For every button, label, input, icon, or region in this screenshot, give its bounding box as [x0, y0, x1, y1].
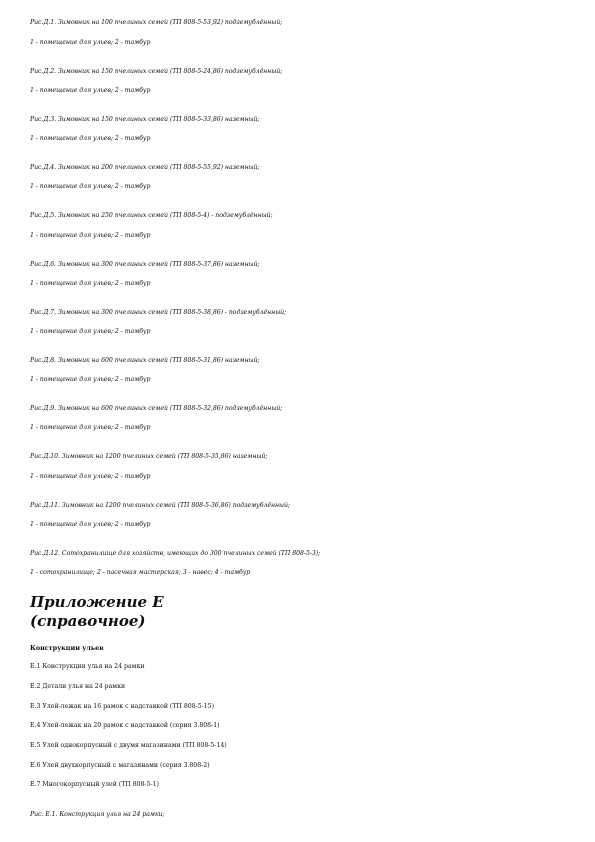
figure-legend: 1 - помещение для ульев; 2 - тамбур	[30, 232, 151, 239]
figure-legend: 1 - помещение для ульев; 2 - тамбур	[30, 328, 151, 335]
toc-item: Е.3 Улей-лежак на 16 рамок с надставкой (ТП 808-5-15)	[30, 703, 215, 710]
figure-caption: Рис.Д.10. Зимовник на 1200 пчелиных семей (ТП 808-5-35,86) наземный;	[30, 453, 268, 460]
section-title: Конструкции ульев	[30, 644, 104, 652]
figure-legend: 1 - помещение для ульев; 2 - тамбур	[30, 473, 151, 480]
figure-legend: 1 - помещение для ульев; 2 - тамбур	[30, 376, 151, 383]
figure-caption: Рис.Д.8. Зимовник на 600 пчелиных семей (ТП 808-5-31,86) наземный;	[30, 357, 260, 364]
toc-item: Е.4 Улей-лежак на 20 рамок с надставкой (серия 3.808-1)	[30, 722, 220, 729]
figure-caption: Рис.Д.11. Зимовник на 1200 пчелиных семей (ТП 808-5-36,86) подземублённый;	[30, 502, 290, 509]
figure-caption: Рис.Д.1. Зимовник на 100 пчелиных семей (ТП 808-5-53,92) подземублённый;	[30, 19, 283, 26]
figure-legend: 1 - помещение для ульев; 2 - тамбур	[30, 424, 151, 431]
figure-caption: Рис.Д.3. Зимовник на 150 пчелиных семей (ТП 808-5-33,86) наземный;	[30, 116, 260, 123]
figure-caption: Рис. Е.1. Конструкция улья на 24 рамки;	[30, 811, 165, 818]
figure-caption: Рис.Д.6. Зимовник на 300 пчелиных семей (ТП 808-5-37,86) наземный;	[30, 261, 260, 268]
figure-caption: Рис.Д.5. Зимовник на 250 пчелиных семей (ТП 808-5-4) - подземублённый;	[30, 212, 273, 219]
figure-caption: Рис.Д.7. Зимовник на 300 пчелиных семей (ТП 808-5-38,86) - подземублённый;	[30, 309, 287, 316]
figure-legend: 1 - помещение для ульев; 2 - тамбур	[30, 39, 151, 46]
figure-legend: 1 - помещение для ульев; 2 - тамбур	[30, 183, 151, 190]
toc-item: Е.6 Улей двухкорпусный с магазинами (серия 3.808-2)	[30, 762, 210, 769]
toc-item: Е.2 Детали улья на 24 рамки	[30, 683, 126, 690]
figure-legend: 1 - помещение для ульев; 2 - тамбур	[30, 87, 151, 94]
figure-caption: Рис.Д.9. Зимовник на 600 пчелиных семей (ТП 808-5-32,86) подземублённый;	[30, 405, 283, 412]
figure-legend: 1 - помещение для ульев; 2 - тамбур	[30, 521, 151, 528]
toc-item: Е.1 Конструкции улья на 24 рамки	[30, 663, 145, 670]
figure-legend: 1 - сотохранилище; 2 - пасечная мастерская; 3 - навес; 4 - тамбур	[30, 569, 251, 576]
figure-caption: Рис.Д.2. Зимовник на 150 пчелиных семей (ТП 808-5-24,86) подземублённый;	[30, 68, 283, 75]
figure-caption: Рис.Д.12. Сотохранилище для хозяйств, имеющих до 300 пчелиных семей (ТП 808-5-3);	[30, 550, 321, 557]
appendix-subtitle: (справочное)	[30, 612, 146, 630]
toc-item: Е.7 Многокорпусный улей (ТП 808-5-1)	[30, 781, 159, 788]
figure-legend: 1 - помещение для ульев; 2 - тамбур	[30, 135, 151, 142]
toc-item: Е.5 Улей однокорпусный с двумя магазинами (ТП 808-5-14)	[30, 742, 227, 749]
figure-legend: 1 - помещение для ульев; 2 - тамбур	[30, 280, 151, 287]
appendix-title: Приложение Е	[30, 593, 164, 611]
figure-caption: Рис.Д.4. Зимовник на 200 пчелиных семей (ТП 808-5-55,92) наземный;	[30, 164, 260, 171]
